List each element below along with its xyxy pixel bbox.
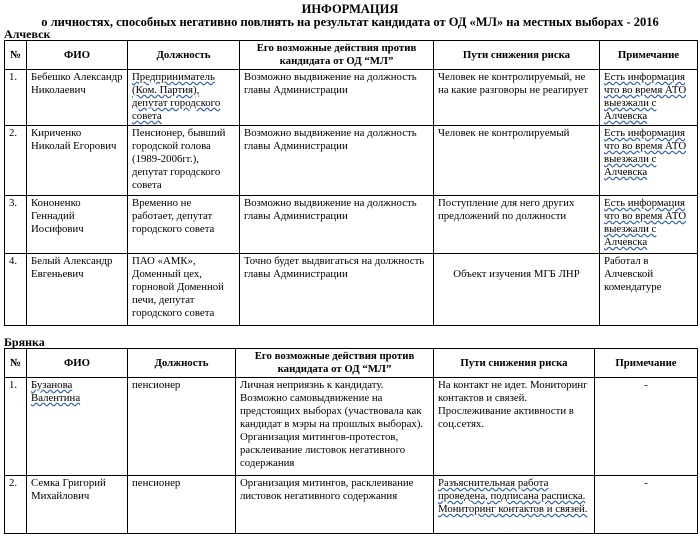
col-header-risk: Пути снижения риска [434,41,600,70]
table-row [5,378,698,476]
row-note: - [595,378,698,476]
row-position: пенсионер [128,476,236,534]
row-note: - [595,476,698,534]
row-actions: Точно будет выдвигаться на должность главы Администрации [240,254,434,326]
row-fio: Белый Александр Евгеньевич [27,254,128,326]
col-header-position: Должность [128,349,236,378]
table-row [5,70,698,126]
table-row [5,476,698,534]
row-note: Есть информация что во время АТО выезжали с Алчевска [600,196,698,254]
col-header-fio: ФИО [27,349,128,378]
alchevsk-table [4,40,698,326]
row-risk: Объект изучения МГБ ЛНР [434,254,600,326]
row-position: Временно не работает, депутат городского совета [128,196,240,254]
row-num: 2. [5,476,27,534]
row-fio: Бузанова Валентина [27,378,128,476]
document-subtitle: о личностях, способных негативно повлиять на результат кандидата от ОД «МЛ» на местных выборах - 2016 [41,15,659,29]
row-note: Работал в Алчевской комендатуре [600,254,698,326]
row-num: 1. [5,378,27,476]
row-position: пенсионер [128,378,236,476]
row-fio: Кириченко Николай Егорович [27,126,128,196]
row-num: 4. [5,254,27,326]
row-fio: Кононенко Геннадий Иосифович [27,196,128,254]
col-header-fio: ФИО [27,41,128,70]
table-header-row [5,349,698,378]
row-note: Есть информация что во время АТО выезжали с Алчевска [600,126,698,196]
row-note: Есть информация что во время АТО выезжали с Алчевска [600,70,698,126]
row-fio: Семка Григорий Михайлович [27,476,128,534]
table-row [5,196,698,254]
col-header-risk: Пути снижения риска [434,349,595,378]
row-actions: Личная неприязнь к кандидату. Возможно самовыдвижение на предстоящих выборах (участвовала как кандидат в мэры на прошлых выборах). Организация митингов-протестов, расклеивание листовок негативного содержания [236,378,434,476]
row-actions: Организация митингов, расклеивание листовок негативного содержания [236,476,434,534]
section-title-bryanka: Брянка [4,335,45,349]
table-row [5,126,698,196]
row-position: Пенсионер, бывший городской голова (1989-2006гг.), депутат городского совета [128,126,240,196]
row-risk: На контакт не идет. Мониторинг контактов и связей. Прослеживание активности в соц.сетях. [434,378,595,476]
col-header-actions: Его возможные действия против кандидата от ОД “МЛ” [240,41,434,70]
col-header-num: № [5,41,27,70]
row-risk: Поступление для него других предложений по должности [434,196,600,254]
row-position: ПАО «АМК», Доменный цех, горновой Доменной печи, депутат городского совета [128,254,240,326]
table-row [5,254,698,326]
row-fio: Бебешко Александр Николаевич [27,70,128,126]
table-header-row [5,41,698,70]
row-actions: Возможно выдвижение на должность главы Администрации [240,196,434,254]
col-header-position: Должность [128,41,240,70]
row-num: 1. [5,70,27,126]
bryanka-table [4,348,698,534]
row-actions: Возможно выдвижение на должность главы Администрации [240,126,434,196]
document-title: ИНФОРМАЦИЯ [301,2,399,16]
row-num: 2. [5,126,27,196]
row-position: Предприниматель (Ком. Партия), депутат городского совета [128,70,240,126]
section-title-alchevsk: Алчевск [4,27,51,41]
row-risk: Разъяснительная работа проведена, подписана расписка. Мониторинг контактов и связей. [434,476,595,534]
row-risk: Человек не контролируемый [434,126,600,196]
col-header-actions: Его возможные действия против кандидата от ОД “МЛ” [236,349,434,378]
col-header-note: Примечание [600,41,698,70]
col-header-note: Примечание [595,349,698,378]
row-risk: Человек не контролируемый, не на какие разговоры не реагирует [434,70,600,126]
col-header-num: № [5,349,27,378]
row-actions: Возможно выдвижение на должность главы Администрации [240,70,434,126]
row-num: 3. [5,196,27,254]
